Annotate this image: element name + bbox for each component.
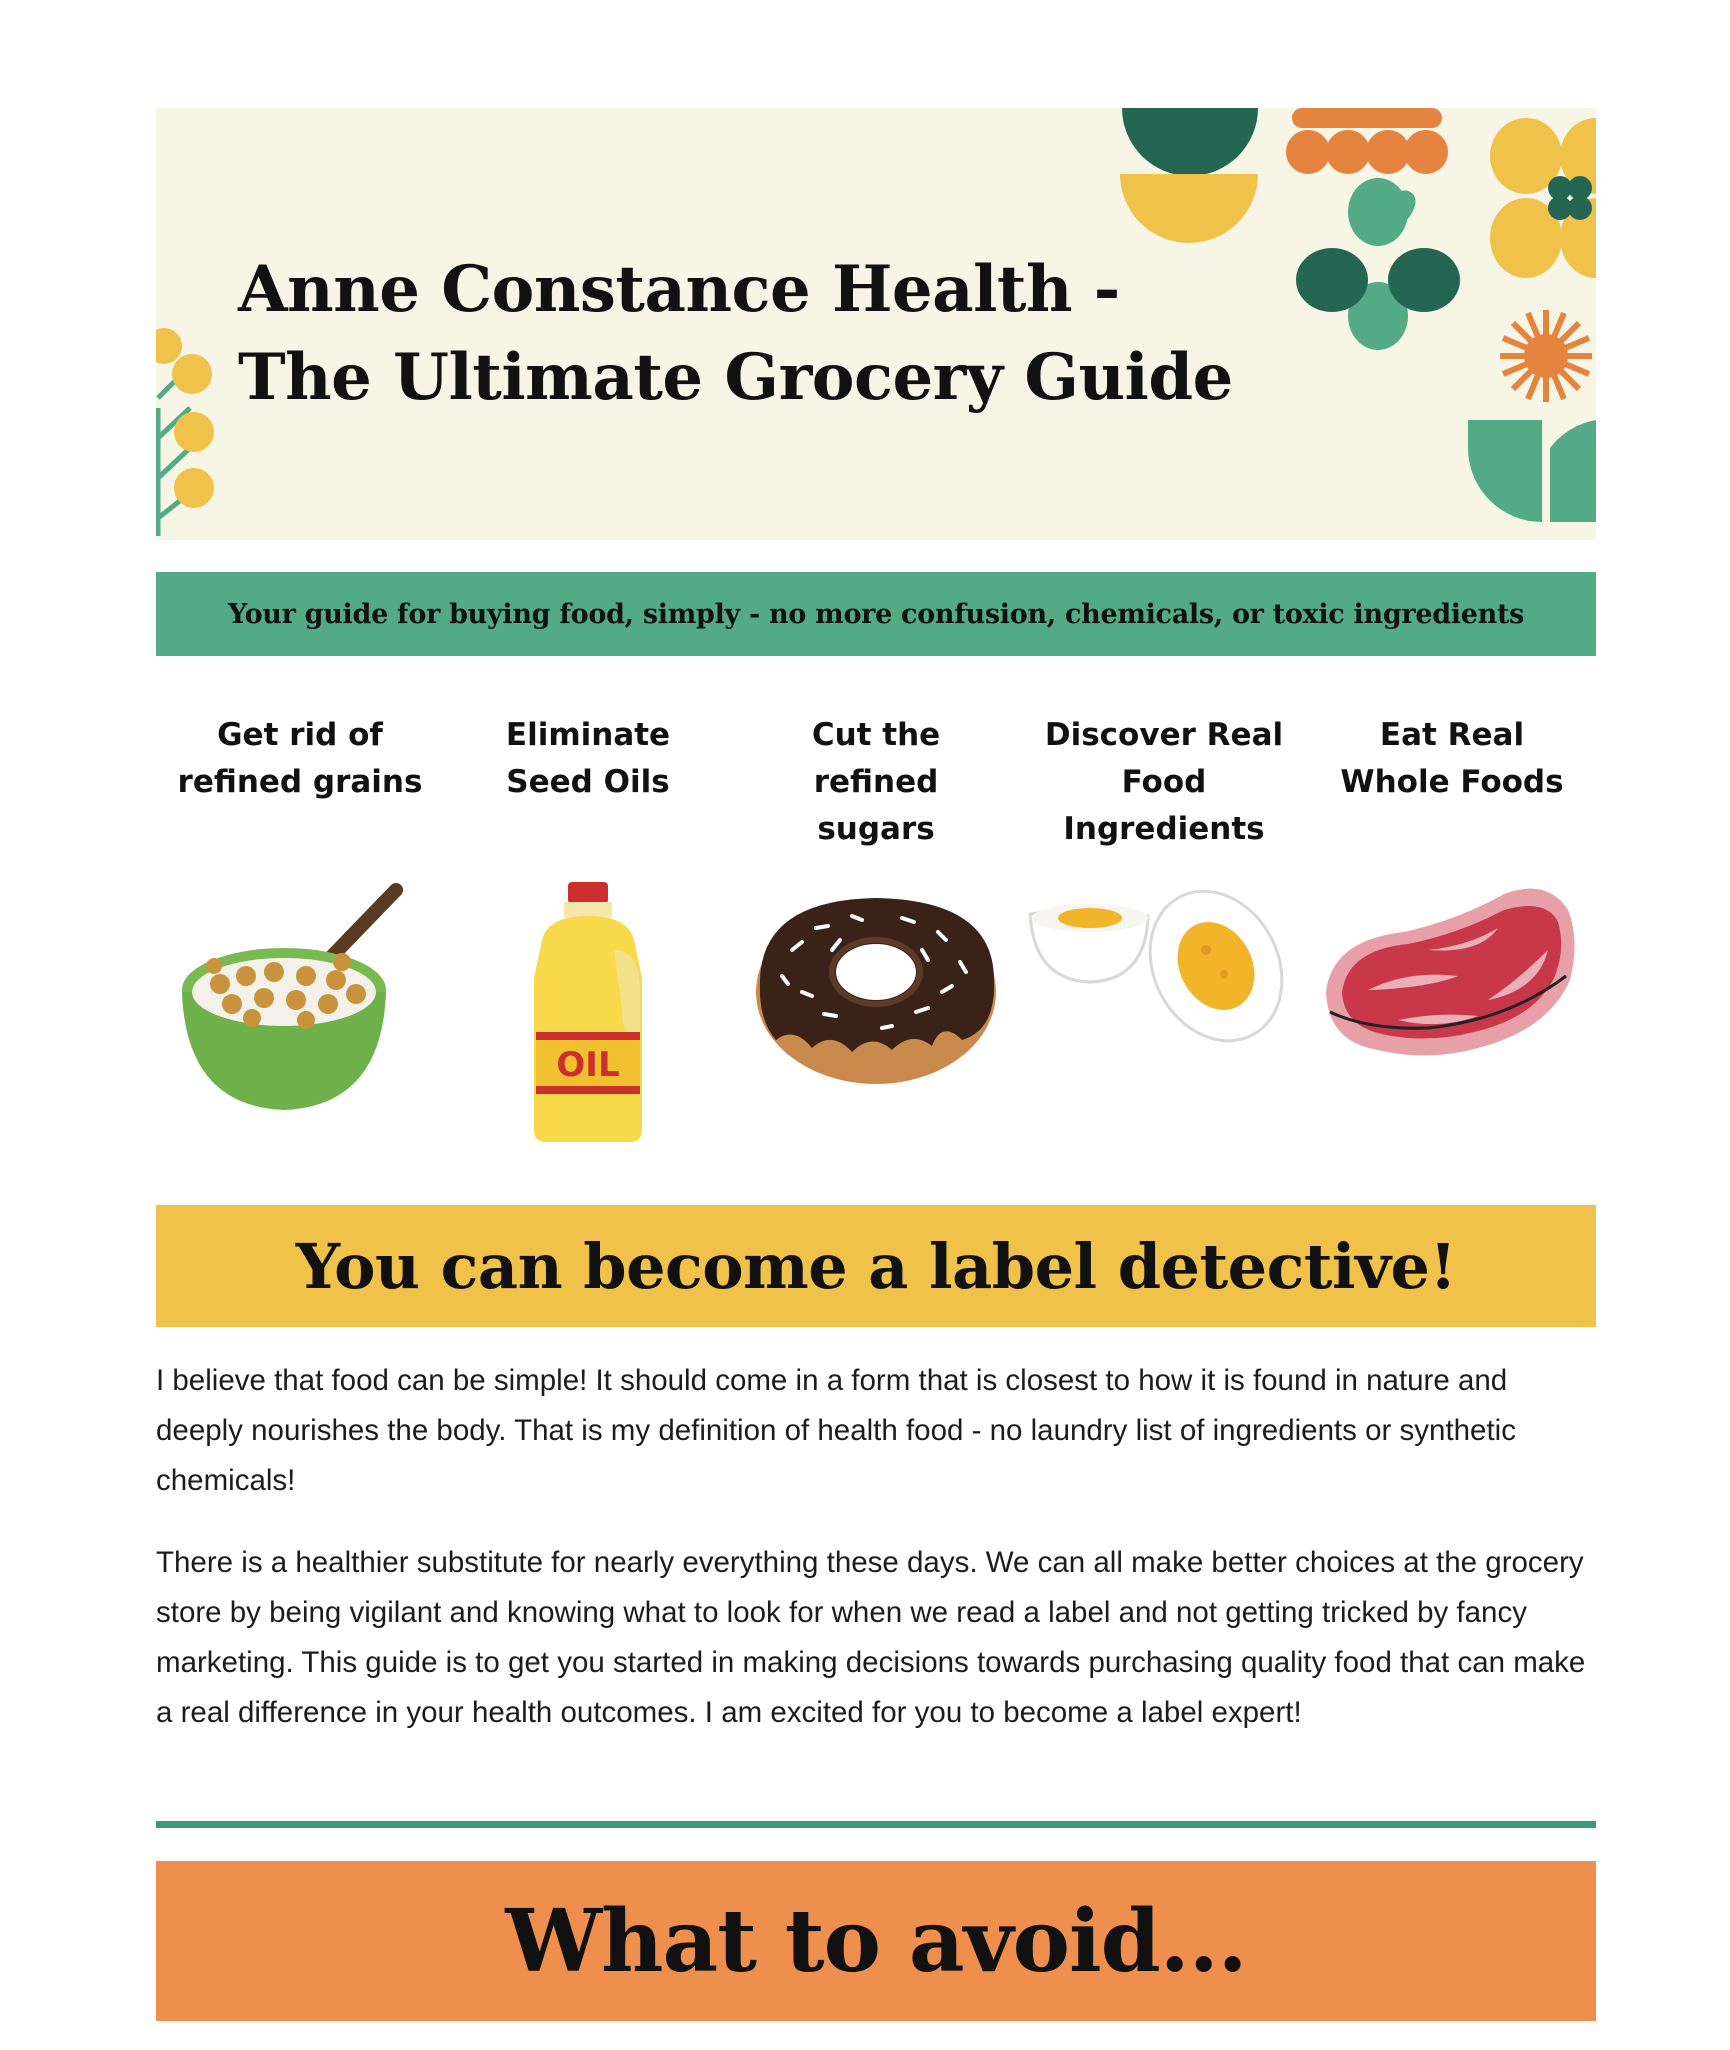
feature-label: Get rid of refined grains	[177, 717, 423, 800]
section-divider	[156, 1821, 1596, 1828]
page-title	[238, 246, 1288, 422]
tagline-bar	[156, 572, 1596, 656]
intro-paragraph-2: There is a healthier substitute for nearly everything these days. We can all make better choices at the grocery store by being vigilant and knowing what to look for when we read a label and not getting tricked by fancy marketing. This guide is to get you started in making decisions towards purchasing quality food that can make a real difference in your health outcomes. I am excited for you to become a label expert!	[156, 1546, 1586, 1729]
label-detective-heading: You can become a label detective!	[295, 1229, 1457, 1303]
what-to-avoid-heading: What to avoid...	[505, 1890, 1247, 1992]
feature-whole-foods	[1308, 712, 1596, 1152]
yellow-petal-flower-icon	[1490, 118, 1596, 278]
steak-icon	[1308, 880, 1596, 1152]
orange-wave-icon	[1286, 108, 1448, 174]
title-line-1: Anne Constance Health -	[238, 252, 1120, 327]
green-leaves-icon	[1468, 420, 1596, 522]
feature-label: Discover Real Food Ingredients	[1044, 717, 1284, 847]
oil-label-text: OIL	[556, 1045, 620, 1085]
feature-real-food-ingredients	[1020, 712, 1308, 1152]
feature-refined-grains	[156, 712, 444, 1152]
oil-bottle-icon	[444, 880, 732, 1152]
feature-refined-sugars	[732, 712, 1020, 1152]
feature-label: Cut the refined sugars	[811, 717, 941, 847]
tagline-text: Your guide for buying food, simply - no more confusion, chemicals, or toxic ingredients	[227, 598, 1525, 630]
half-circles-icon	[1120, 108, 1258, 243]
cereal-bowl-icon	[156, 880, 444, 1152]
feature-label: Eat Real Whole Foods	[1340, 717, 1564, 800]
feature-seed-oils	[444, 712, 732, 1152]
donut-icon	[732, 880, 1020, 1152]
boiled-egg-icon	[1020, 880, 1308, 1152]
feature-label: Eliminate Seed Oils	[505, 717, 671, 800]
title-line-2: The Ultimate Grocery Guide	[238, 340, 1233, 415]
label-detective-banner	[156, 1205, 1596, 1327]
intro-body	[156, 1356, 1596, 1770]
what-to-avoid-banner	[156, 1861, 1596, 2021]
feature-row	[156, 712, 1596, 1152]
yellow-flower-stem-icon	[156, 328, 214, 536]
intro-paragraph-1: I believe that food can be simple! It should come in a form that is closest to how it is found in nature and deeply nourishes the body. That is my definition of health food - no laundry list of ingredients or synthetic chemicals!	[156, 1364, 1516, 1497]
clover-icon	[1296, 178, 1460, 350]
hero-banner	[156, 108, 1596, 540]
